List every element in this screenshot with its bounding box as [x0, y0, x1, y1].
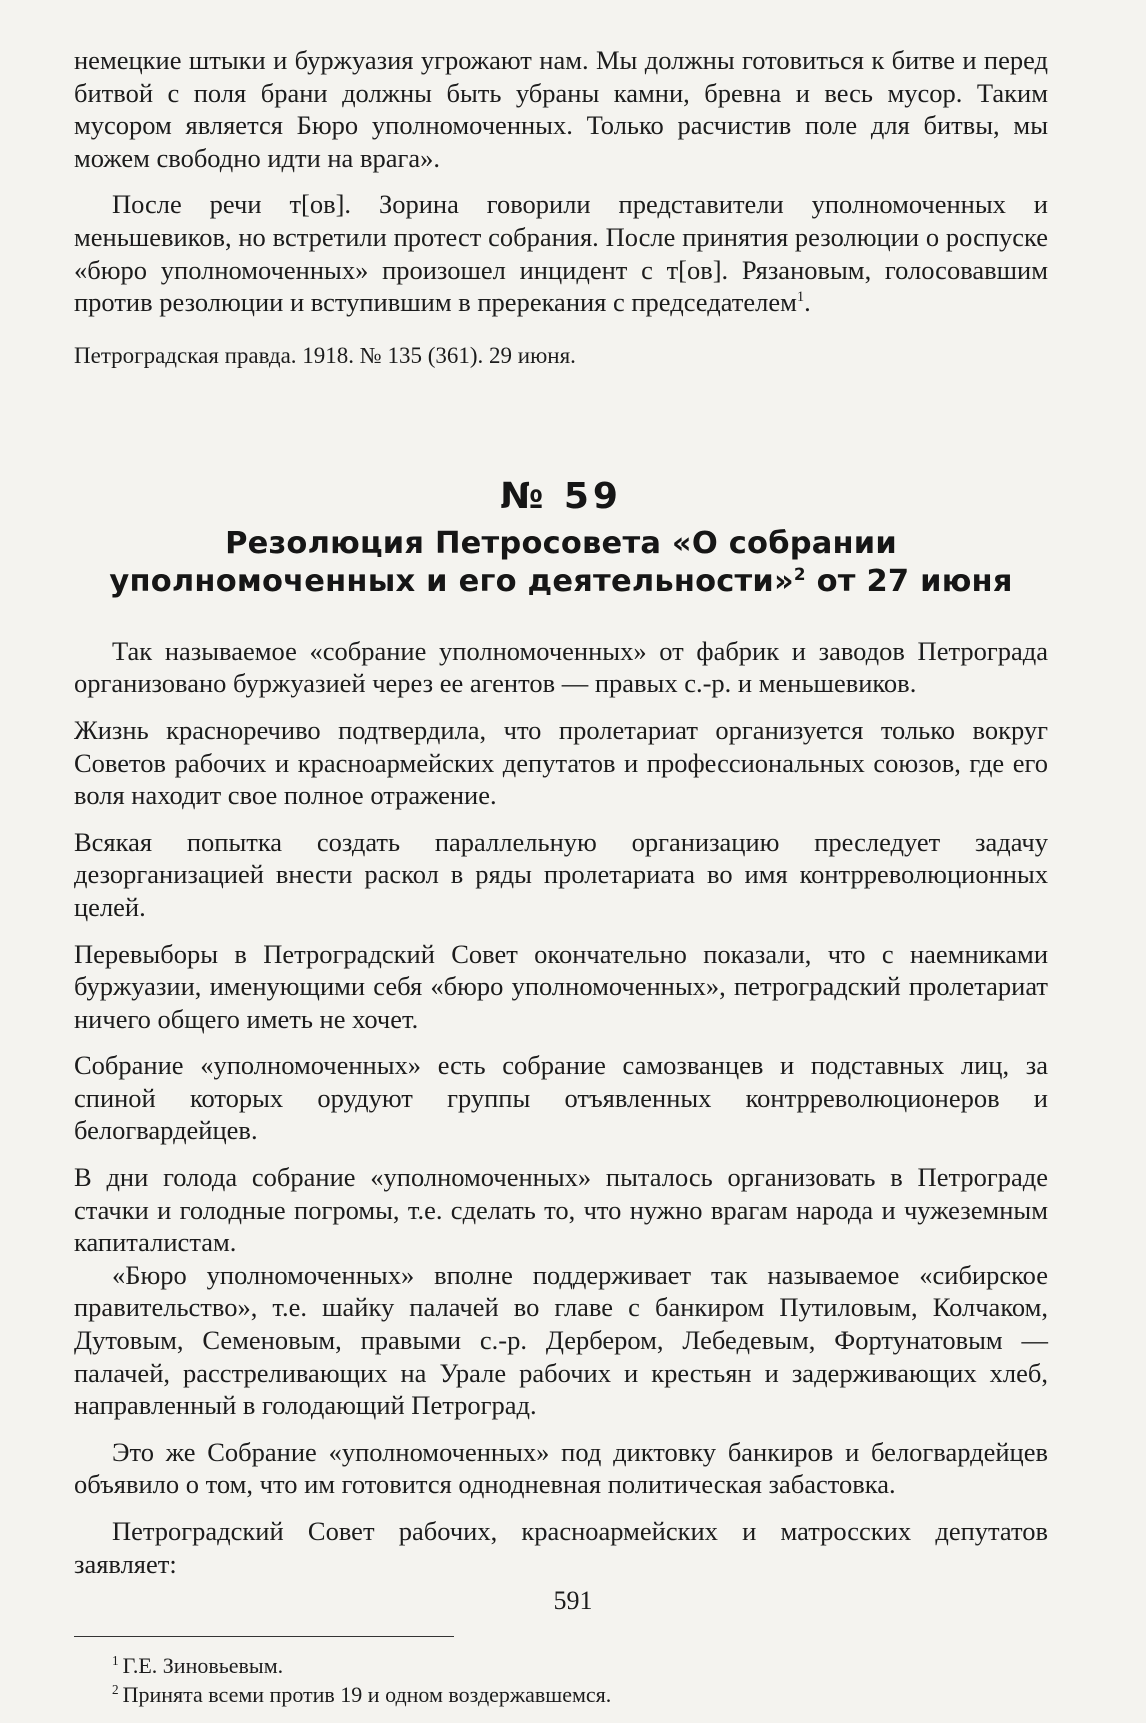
footnotes — [74, 1651, 1048, 1709]
body-paragraph-3: Всякая попытка создать параллельную организацию преследует задачу дезорганизацией внести раскол в ряды пролетариата во имя контрреволюционных целей. — [74, 826, 1048, 922]
footnote-ref-2[interactable]: 2 — [793, 563, 806, 584]
body-paragraph-9: Петроградский Совет рабочих, красноармейских и матросских депутатов заявляет: — [74, 1516, 1048, 1579]
footnote-text: Г.Е. Зиновьевым. — [122, 1653, 284, 1679]
footnote-marker: 2 — [112, 1681, 119, 1697]
footnote-divider — [74, 1636, 454, 1637]
footnote-text: Принята всеми против 19 и одном воздержавшемся. — [122, 1682, 612, 1708]
document-number: № 59 — [500, 475, 622, 517]
body-paragraph-8: Это же Собрание «уполномоченных» под диктовку банкиров и белогвардейцев объявило о том, что им готовится однодневная политическая забастовка. — [74, 1436, 1048, 1500]
document-title — [74, 525, 1048, 601]
body-paragraph-5: Собрание «уполномоченных» есть собрание самозванцев и подставных лиц, за спиной которых орудуют группы отъявленных контрреволюционеров и белогвардейцев. — [74, 1050, 1048, 1146]
paragraph-text: После речи т[ов]. Зорина говорили представители уполномоченных и меньшевиков, но встретили протест собрания. После принятия резолюции о роспуске «бюро уполномоченных» произошел инцидент с т[ов]. Рязановым, голосовавшим против резолюции и вступившим в пререкания с председателем — [74, 189, 1048, 318]
continued-paragraph: немецкие штыки и буржуазия угрожают нам. Мы должны готовиться к битве и перед битвой с поля брани должны быть убраны камни, бревна и весь мусор. Таким мусором является Бюро уполномоченных. Только расчистив поле для битвы, мы можем свободно идти на врага». — [74, 45, 1048, 173]
body-paragraph-7: «Бюро уполномоченных» вполне поддерживает так называемое «сибирское правительство», т.е. шайку палачей во главе с банкиром Путиловым, Колчаком, Дутовым, Семеновым, правыми с.-р. Дербером, Лебедевым, Фортунатовым — палачей, расстреливающих на Урале рабочих и крестьян и задерживающих хлеб, направленный в голодающий Петроград. — [74, 1259, 1048, 1421]
footnote-marker: 1 — [112, 1652, 119, 1668]
footnote-2 — [74, 1680, 1048, 1709]
footnote-ref-1[interactable]: 1 — [796, 289, 805, 306]
body-paragraph-2: Жизнь красноречиво подтвердила, что пролетариат организуется только вокруг Советов рабочих и красноармейских депутатов и профессиональных союзов, где его воля находит свое полное отражение. — [74, 714, 1048, 811]
body-paragraph-4: Перевыборы в Петроградский Совет окончательно показали, что с наемниками буржуазии, именующими себя «бюро уполномоченных», петроградский пролетариат ничего общего иметь не хочет. — [74, 938, 1048, 1034]
zorin-speech-paragraph — [74, 188, 1048, 318]
footnote-1 — [74, 1651, 1048, 1680]
body-paragraph-6: В дни голода собрание «уполномоченных» пыталось организовать в Петрограде стачки и голодные погромы, т.е. сделать то, что нужно врагам народа и чужеземным капиталистам. — [74, 1162, 1048, 1258]
document-title-date: от 27 июня — [805, 563, 1013, 599]
source-citation: Петроградская правда. 1918. № 135 (361). 29 июня. — [74, 342, 576, 368]
document-title-text: Резолюция Петросовета «О собрании уполномоченных и его деятельности» — [109, 525, 897, 599]
page-number: 591 — [553, 1586, 593, 1615]
paragraph-end: . — [804, 287, 811, 318]
body-paragraph-1: Так называемое «собрание уполномоченных» от фабрик и заводов Петрограда организовано буржуазией через ее агентов — правых с.-р. и меньшевиков. — [74, 635, 1048, 699]
